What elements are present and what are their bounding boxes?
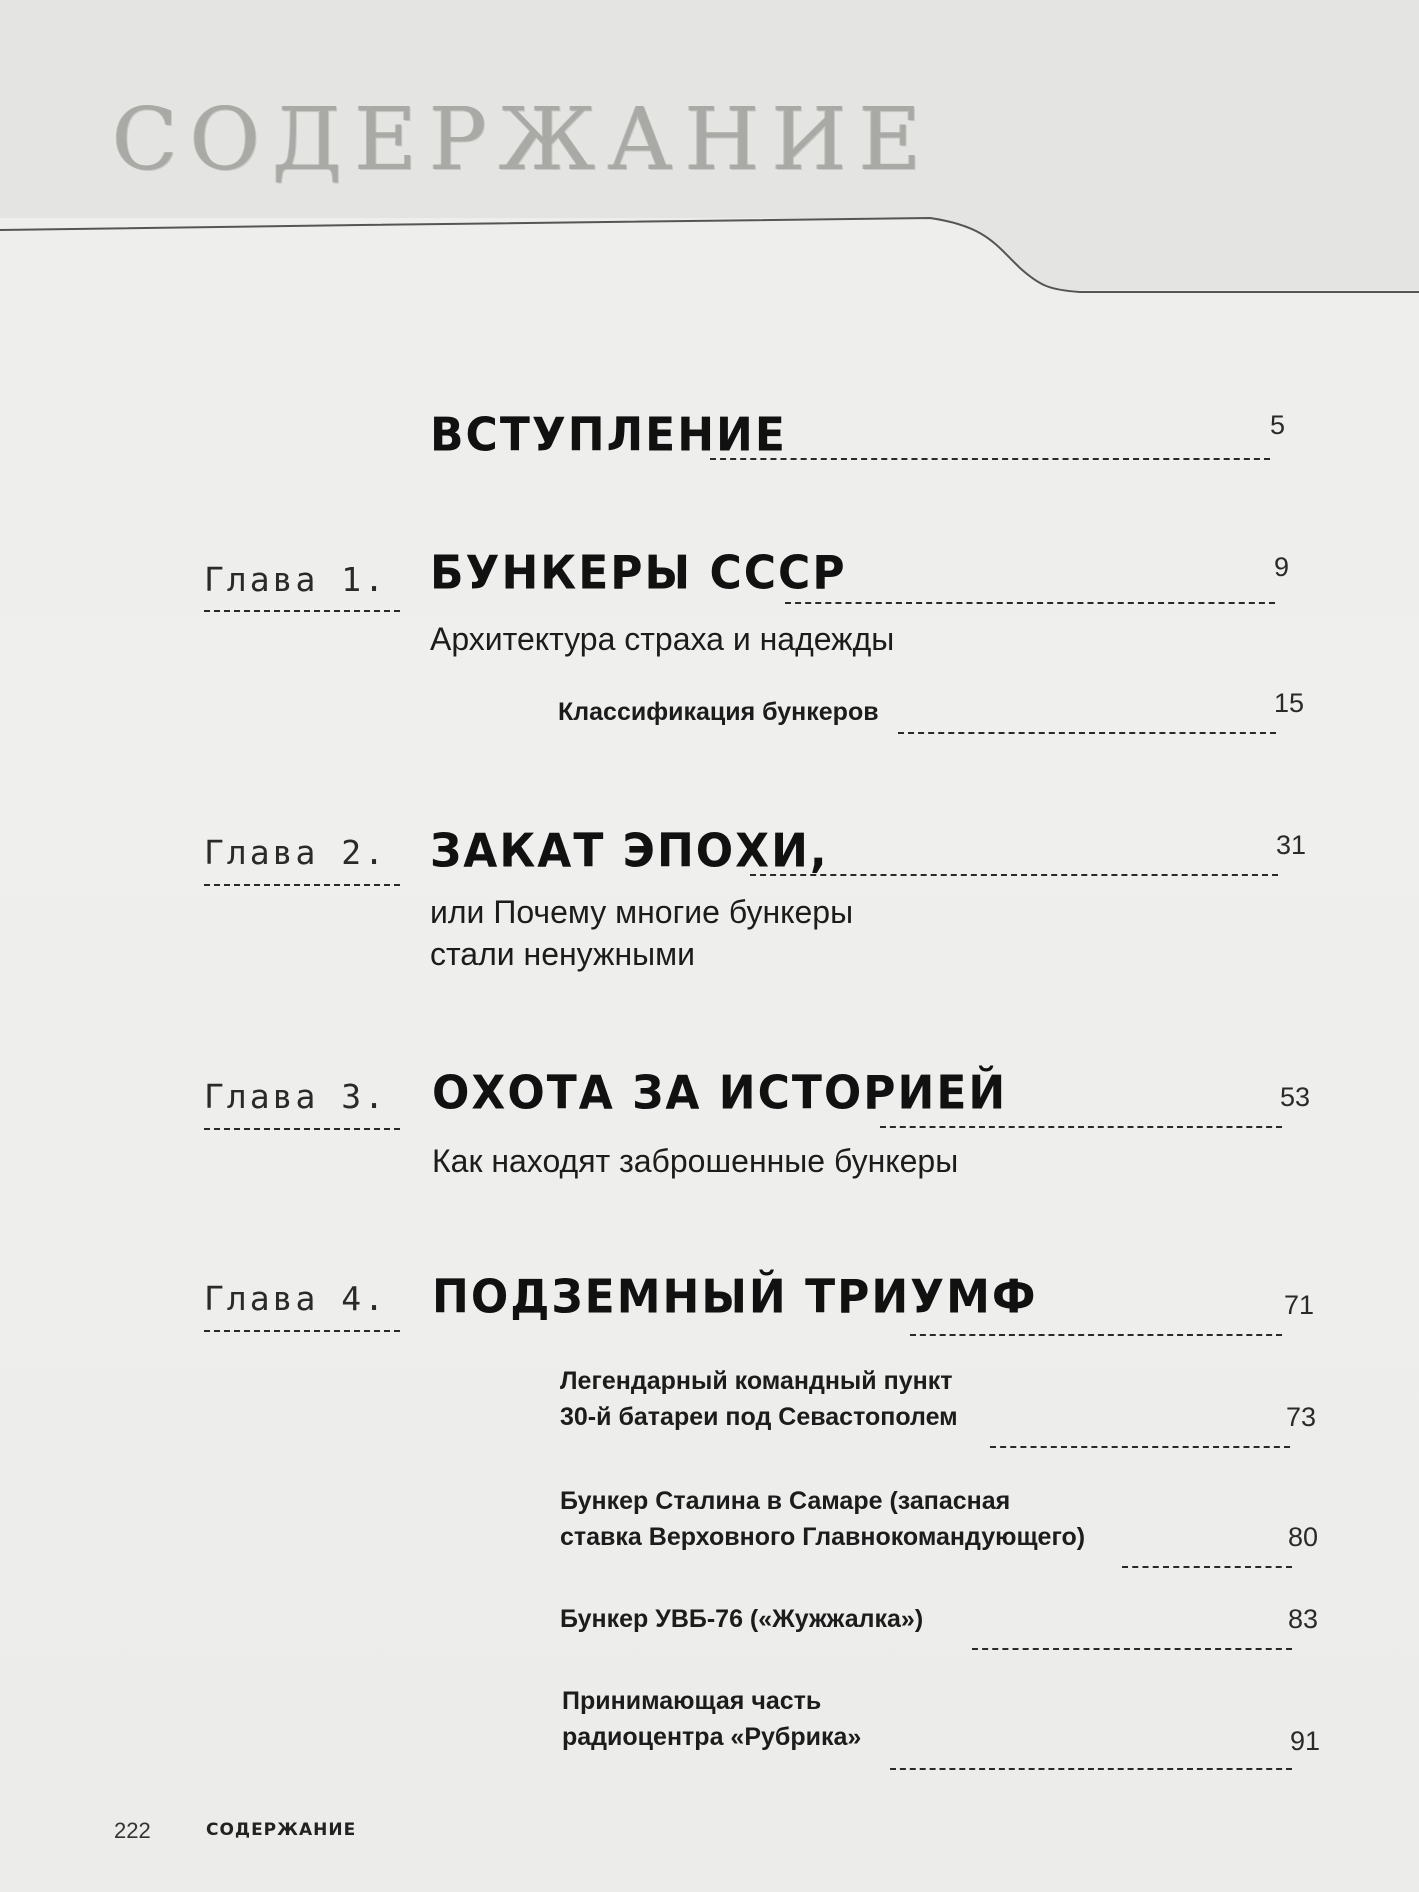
chapter-4-section-4-line-2: радиоцентра «Рубрика»: [562, 1723, 862, 1751]
chapter-4-section-3-leader: [972, 1648, 1292, 1650]
chapter-2-subtitle-line-1: или Почему многие бункеры: [430, 894, 854, 930]
chapter-1-label: Глава 1.: [204, 560, 387, 599]
chapter-1-leader: [785, 602, 1275, 604]
chapter-4-section-3-page: 83: [1288, 1604, 1319, 1634]
chapter-4-section-4-line-1: Принимающая часть: [562, 1687, 822, 1715]
chapter-4-section-1-line-2: 30-й батареи под Севастополем: [560, 1403, 958, 1431]
chapter-4-section-3-line-1: Бункер УВБ-76 («Жужжалка»): [560, 1605, 924, 1633]
chapter-1-subtitle: Архитектура страха и надежды: [430, 621, 895, 657]
chapter-2-subtitle-line-2: стали ненужными: [430, 936, 695, 972]
chapter-4-section-2-line-1: Бункер Сталина в Самаре (запасная: [560, 1487, 1011, 1515]
chapter-1-section-1-leader: [898, 732, 1276, 734]
page-title: СОДЕРЖАНИЕ: [112, 90, 934, 190]
chapter-4-section-2-line-2: ставка Верховного Главнокомандующего): [560, 1523, 1086, 1551]
chapter-2-label: Глава 2.: [204, 833, 387, 872]
chapter-4-label-underline: [204, 1330, 400, 1332]
chapter-3-label-underline: [204, 1128, 400, 1130]
chapter-4-page: 71: [1284, 1290, 1315, 1320]
chapter-4-leader: [910, 1334, 1282, 1336]
footer-section-title: СОДЕРЖАНИЕ: [206, 1820, 357, 1840]
chapter-2-leader: [750, 874, 1278, 876]
intro-page: 5: [1270, 410, 1286, 440]
chapter-4-section-1-page: 73: [1286, 1402, 1317, 1432]
chapter-4-label: Глава 4.: [204, 1279, 387, 1318]
footer-page-number: 222: [114, 1818, 151, 1843]
chapter-1-page: 9: [1274, 552, 1290, 582]
chapter-1-label-underline: [204, 610, 400, 612]
chapter-3-label: Глава 3.: [204, 1077, 387, 1116]
chapter-4-section-4-page: 91: [1290, 1726, 1321, 1756]
intro-leader: [710, 458, 1270, 460]
chapter-1-section-1-page: 15: [1274, 688, 1305, 718]
chapter-4-title: ПОДЗЕМНЫЙ ТРИУМФ: [432, 1270, 1038, 1325]
chapter-2-page: 31: [1276, 830, 1307, 860]
intro-title: ВСТУПЛЕНИЕ: [430, 408, 787, 463]
chapter-2-label-underline: [204, 884, 400, 886]
chapter-4-section-1-leader: [990, 1446, 1290, 1448]
chapter-3-page: 53: [1280, 1082, 1311, 1112]
chapter-2-title: ЗАКАТ ЭПОХИ,: [430, 824, 829, 879]
chapter-3-subtitle: Как находят заброшенные бункеры: [432, 1143, 959, 1179]
chapter-1-title: БУНКЕРЫ СССР: [430, 546, 847, 601]
chapter-4-section-2-page: 80: [1288, 1522, 1319, 1552]
chapter-1-section-1-title: Классификация бункеров: [558, 698, 879, 726]
chapter-3-leader: [880, 1126, 1282, 1128]
chapter-4-section-4-leader: [890, 1768, 1292, 1770]
chapter-4-section-1-line-1: Легендарный командный пункт: [560, 1367, 953, 1395]
chapter-3-title: ОХОТА ЗА ИСТОРИЕЙ: [432, 1066, 1008, 1121]
chapter-4-section-2-leader: [1122, 1566, 1292, 1568]
